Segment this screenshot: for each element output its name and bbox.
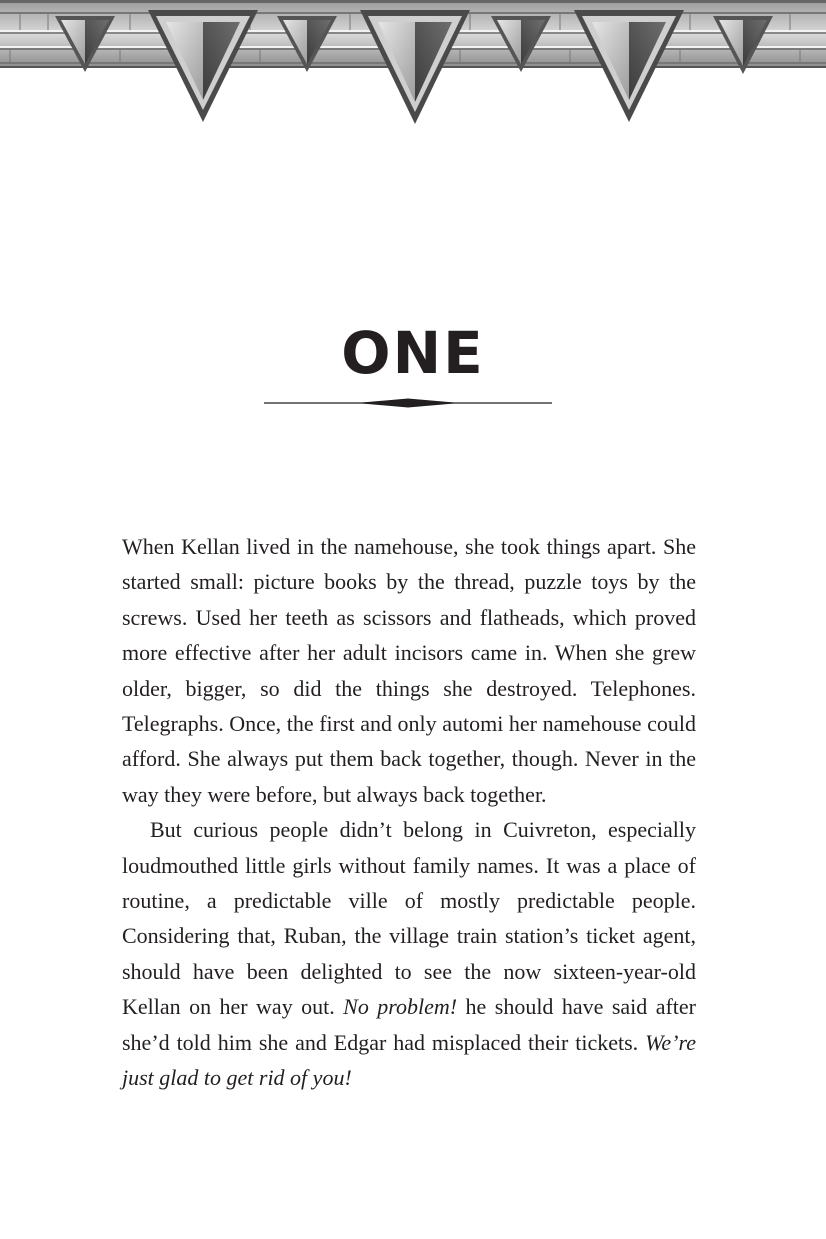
paragraph-text: But curious people didn’t belong in Cuivreton, especially loudmouthed little girls without family names. It was a place of routine, a predictable ville of mostly predictable people. Considering that, Ruban, the village train station’s ticket agent, should have been delighted to see the now sixteen-year-old Kellan on her way out. — [122, 817, 696, 1020]
decorative-border-top — [0, 0, 826, 130]
chapter-title: ONE — [341, 319, 485, 387]
title-divider — [264, 396, 552, 410]
paragraph — [122, 529, 696, 812]
paragraph-text: When Kellan lived in the namehouse, she took things apart. She started small: picture books by the thread, puzzle toys by the screws. Used her teeth as scissors and flatheads, which proved more effective after her adult incisors came in. When she grew older, bigger, so did the things she destroyed. Telephones. Telegraphs. Once, the first and only automi her namehouse could afford. She always put them back together, though. Never in the way they were before, but always back together. — [122, 534, 696, 807]
paragraph-text: he should have said after she’d told him she and Edgar had misplaced their tickets. — [122, 994, 696, 1055]
chapter-body — [122, 529, 696, 1096]
italic-dialogue: No problem! — [343, 994, 458, 1020]
paragraph — [122, 812, 696, 1095]
italic-dialogue: We’re just glad to get rid of you! — [122, 1029, 696, 1091]
